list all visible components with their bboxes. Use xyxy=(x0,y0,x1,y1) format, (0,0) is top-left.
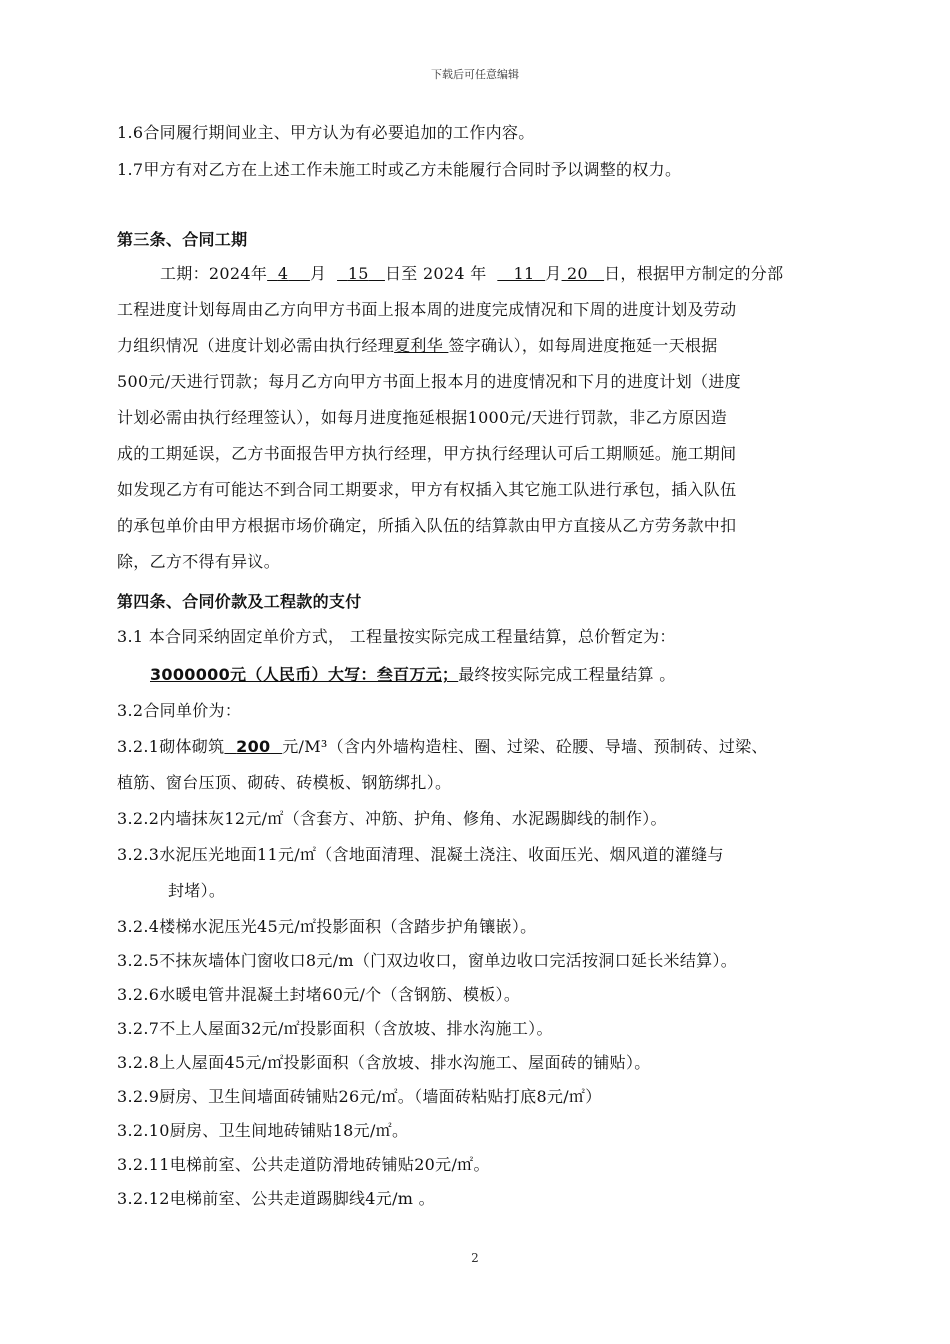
clause-3-2-3-cont: 封堵）。 xyxy=(168,881,226,900)
masonry-price: 200 xyxy=(236,737,271,756)
end-month: 11 xyxy=(513,264,535,283)
start-month: 4 xyxy=(277,264,289,283)
manager-name: 夏利华 xyxy=(394,336,444,355)
clause-3-2-1: 3.2.1砌体砌筑 200 元/M³（含内外墙构造柱、圈、过梁、砼腰、导墙、预制砖、过梁、 xyxy=(117,737,768,756)
article-3-line-5: 计划必需由执行经理签认），如每月进度拖延根据1000元/天进行罚款，非乙方原因造 xyxy=(117,408,728,427)
total-amount: 3000000元（人民币）大写：叁百万元； xyxy=(150,665,459,684)
clause-3-2-8: 3.2.8上人屋面45元/㎡投影面积（含放坡、排水沟施工、屋面砖的铺贴）。 xyxy=(117,1053,651,1072)
clause-3-2-5: 3.2.5不抹灰墙体门窗收口8元/m（门双边收口，窗单边收口完活按洞口延长米结算）。 xyxy=(117,951,738,970)
article-3-line-8: 的承包单价由甲方根据市场价确定，所插入队伍的结算款由甲方直接从乙方劳务款中扣 xyxy=(117,516,737,535)
clause-3-2-7: 3.2.7不上人屋面32元/㎡投影面积（含放坡、排水沟施工）。 xyxy=(117,1019,553,1038)
clause-3-2-1-cont: 植筋、窗台压顶、砌砖、砖模板、钢筋绑扎）。 xyxy=(117,773,452,792)
clause-3-2-3: 3.2.3水泥压光地面11元/㎡（含地面清理、混凝土浇注、收面压光、烟风道的灌缝与 xyxy=(117,845,724,864)
article-3-line-7: 如发现乙方有可能达不到合同工期要求，甲方有权插入其它施工队进行承包，插入队伍 xyxy=(117,480,737,499)
article-3-line-9: 除，乙方不得有异议。 xyxy=(117,552,281,571)
article-3-line-1: 工期：2024年 4 月 15 日至 2024 年 11 月 20 日，根据甲方制定的分部 xyxy=(160,264,784,283)
page-number: 2 xyxy=(471,1251,479,1265)
clause-3-2-11: 3.2.11电梯前室、公共走道防滑地砖铺贴20元/㎡。 xyxy=(117,1155,490,1174)
page-header: 下载后可任意编辑 xyxy=(431,68,519,81)
article-3-line-3: 力组织情况（进度计划必需由执行经理夏利华 签字确认），如每周进度拖延一天根据 xyxy=(117,336,718,355)
clause-3-2-6: 3.2.6水暖电管井混凝土封堵60元/个（含钢筋、模板）。 xyxy=(117,985,521,1004)
clause-3-2-10: 3.2.10厨房、卫生间地砖铺贴18元/㎡。 xyxy=(117,1121,409,1140)
clause-3-2-2: 3.2.2内墙抹灰12元/㎡（含套方、冲筋、护角、修角、水泥踢脚线的制作）。 xyxy=(117,809,667,828)
clause-3-2: 3.2合同单价为： xyxy=(117,701,242,720)
article-4-title: 第四条、合同价款及工程款的支付 xyxy=(117,592,362,611)
clause-3-2-12: 3.2.12电梯前室、公共走道踢脚线4元/m 。 xyxy=(117,1189,435,1208)
clause-1-7: 1.7甲方有对乙方在上述工作未施工时或乙方未能履行合同时予以调整的权力。 xyxy=(117,160,682,179)
clause-3-1: 3.1 本合同采纳固定单价方式， 工程量按实际完成工程量结算，总价暂定为： xyxy=(117,627,676,646)
article-3-line-2: 工程进度计划每周由乙方向甲方书面上报本周的进度完成情况和下周的进度计划及劳动 xyxy=(117,300,737,319)
start-day: 15 xyxy=(347,264,369,283)
article-3-line-4: 500元/天进行罚款；每月乙方向甲方书面上报本月的进度情况和下月的进度计划（进度 xyxy=(117,372,741,391)
clause-3-2-9: 3.2.9厨房、卫生间墙面砖铺贴26元/㎡。（墙面砖粘贴打底8元/㎡） xyxy=(117,1087,602,1106)
clause-1-6: 1.6合同履行期间业主、甲方认为有必要追加的工作内容。 xyxy=(117,123,535,142)
total-amount-line: 3000000元（人民币）大写：叁百万元；最终按实际完成工程量结算 。 xyxy=(150,665,676,684)
end-day: 20 xyxy=(566,264,588,283)
article-3-line-6: 成的工期延误，乙方书面报告甲方执行经理，甲方执行经理认可后工期顺延。施工期间 xyxy=(117,444,737,463)
article-3-title: 第三条、合同工期 xyxy=(117,230,248,249)
clause-3-2-4: 3.2.4楼梯水泥压光45元/㎡投影面积（含踏步护角镶嵌）。 xyxy=(117,917,537,936)
